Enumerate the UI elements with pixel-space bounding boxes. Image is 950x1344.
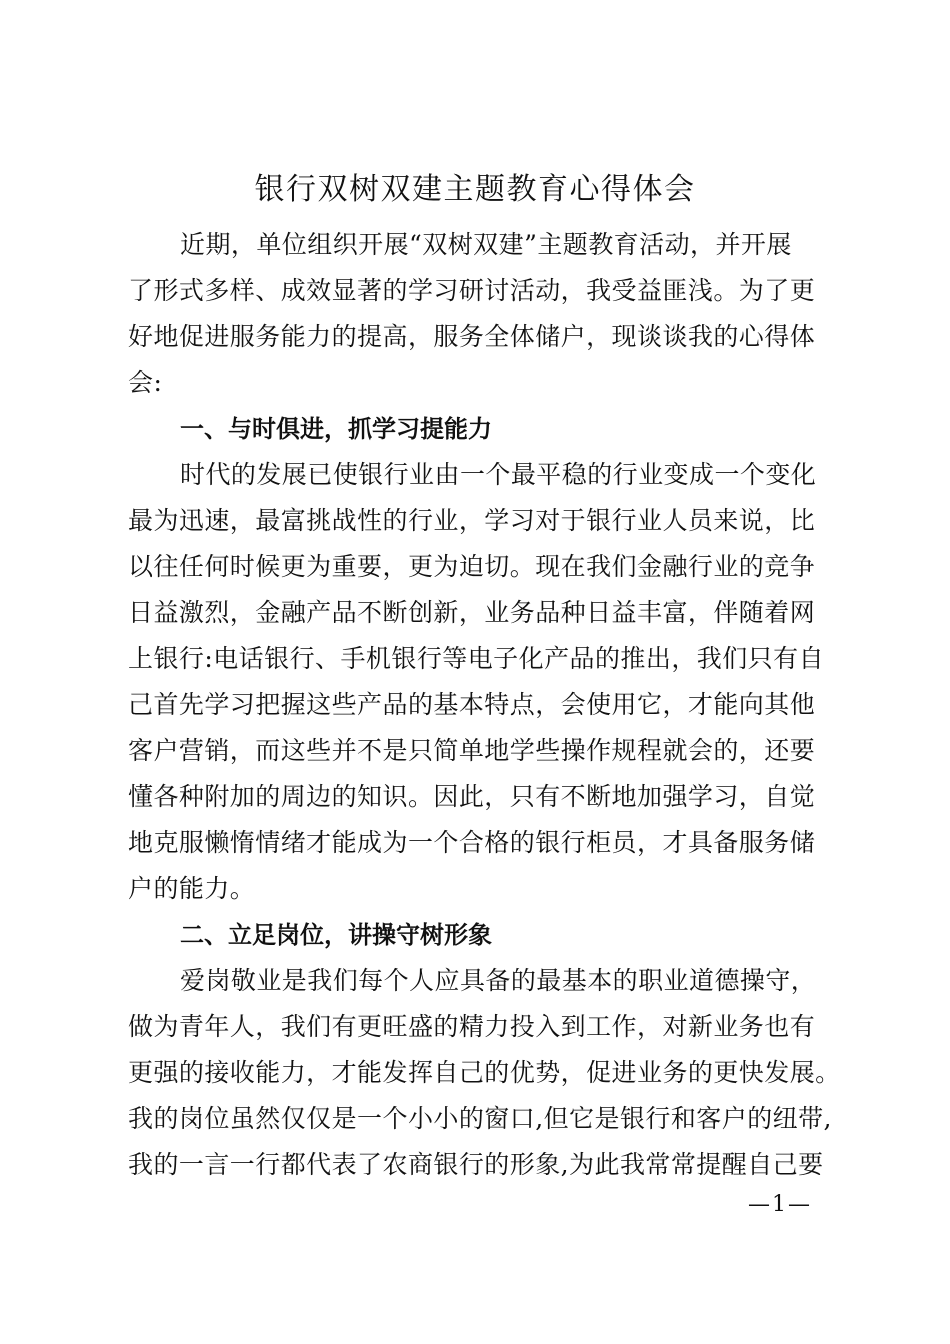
intro-line: 好地促进服务能力的提高，服务全体储户，现谈谈我的心得体: [128, 322, 816, 351]
document-body: [128, 222, 841, 1188]
section-1-line: 最为迅速，最富挑战性的行业，学习对于银行业人员来说，比: [128, 506, 816, 535]
section-1-line: 以往任何时候更为重要，更为迫切。现在我们金融行业的竞争: [128, 552, 816, 581]
document-title: 银行双树双建主题教育心得体会: [254, 172, 696, 207]
section-2-line: 做为青年人，我们有更旺盛的精力投入到工作，对新业务也有: [128, 1012, 816, 1041]
intro-line: 了形式多样、成效显著的学习研讨活动，我受益匪浅。为了更: [128, 276, 816, 305]
section-2-line: 更强的接收能力，才能发挥自己的优势，促进业务的更快发展。: [128, 1058, 841, 1087]
section-1-heading: 一、与时俱进，抓学习提能力: [180, 415, 492, 443]
section-1-line: 地克服懒惰情绪才能成为一个合格的银行柜员，才具备服务储: [128, 828, 816, 857]
section-1-line: 客户营销，而这些并不是只简单地学些操作规程就会的，还要: [128, 736, 816, 765]
section-1-line: 时代的发展已使银行业由一个最平稳的行业变成一个变化: [180, 460, 817, 489]
page-number: —1—: [748, 1192, 812, 1217]
section-1-line: 上银行:电话银行、手机银行等电子化产品的推出，我们只有自: [128, 644, 825, 673]
section-1-line: 己首先学习把握这些产品的基本特点，会使用它，才能向其他: [128, 690, 816, 719]
intro-line: 近期，单位组织开展“双树双建”主题教育活动，并开展: [180, 230, 792, 259]
section-2-line: 我的一言一行都代表了农商银行的形象,为此我常常提醒自己要: [128, 1150, 824, 1179]
section-2-line: 爱岗敬业是我们每个人应具备的最基本的职业道德操守，: [180, 966, 817, 995]
intro-line: 会:: [128, 368, 163, 397]
section-2-line: 我的岗位虽然仅仅是一个小小的窗口,但它是银行和客户的纽带,: [128, 1104, 832, 1133]
section-1-line: 户的能力。: [128, 874, 256, 903]
section-1-line: 日益激烈，金融产品不断创新，业务品种日益丰富，伴随着网: [128, 598, 816, 627]
section-1-line: 懂各种附加的周边的知识。因此，只有不断地加强学习，自觉: [128, 782, 816, 811]
section-2-heading: 二、立足岗位，讲操守树形象: [180, 921, 492, 949]
